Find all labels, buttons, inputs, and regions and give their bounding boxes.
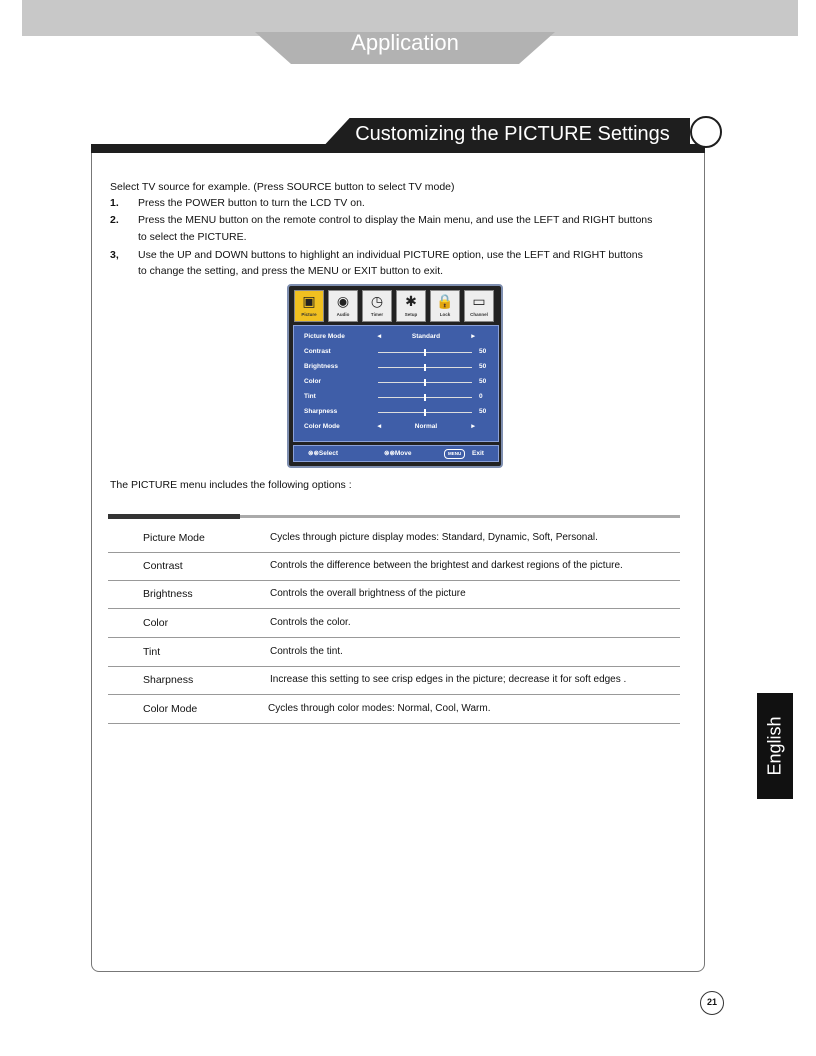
timer-tab bbox=[362, 290, 392, 322]
option-name: Color bbox=[143, 617, 169, 629]
language-label: English bbox=[764, 716, 785, 776]
osd-row-color-mode bbox=[304, 421, 490, 433]
osd-footer-select: ⊗⊗Select bbox=[308, 450, 339, 457]
option-name: Brightness bbox=[143, 588, 193, 600]
setup-tab bbox=[396, 290, 426, 322]
option-description: Controls the tint. bbox=[270, 646, 343, 657]
audio-tab bbox=[328, 290, 358, 322]
osd-slider-knob bbox=[424, 409, 426, 416]
step-number: 1. bbox=[110, 197, 119, 209]
osd-row-value: Normal bbox=[414, 423, 438, 430]
section-circle-ornament bbox=[690, 116, 722, 148]
channel-icon: ▭ bbox=[472, 293, 486, 309]
osd-footer bbox=[293, 445, 499, 462]
audio-icon: ◉ bbox=[336, 293, 350, 309]
osd-row-sharpness bbox=[304, 406, 490, 418]
osd-row-value: Standard bbox=[411, 333, 441, 340]
arrow-right-icon: ► bbox=[470, 333, 477, 340]
tv-picture-menu-screenshot bbox=[287, 284, 503, 468]
option-description: Controls the color. bbox=[270, 617, 351, 628]
lock-icon: 🔒 bbox=[436, 293, 454, 309]
timer-icon: ◷ bbox=[370, 293, 384, 309]
osd-row-value: 50 bbox=[479, 363, 487, 370]
step-number: 2. bbox=[110, 214, 119, 226]
option-name: Tint bbox=[143, 646, 161, 658]
table-row bbox=[108, 666, 680, 695]
step-text: to select the PICTURE. bbox=[138, 231, 247, 243]
osd-row-contrast bbox=[304, 346, 490, 358]
table-row bbox=[108, 638, 680, 667]
option-description: Controls the overall brightness of the picture bbox=[270, 588, 466, 599]
option-name: Sharpness bbox=[143, 674, 194, 686]
tab-label: Lock bbox=[439, 312, 451, 317]
table-rule-thick bbox=[108, 514, 240, 519]
arrow-left-icon: ◄ bbox=[376, 423, 383, 430]
osd-row-tint bbox=[304, 391, 490, 403]
osd-row-color bbox=[304, 376, 490, 388]
picture-icon: ▣ bbox=[302, 293, 316, 309]
osd-row-label: Tint bbox=[304, 393, 316, 400]
osd-slider-knob bbox=[424, 349, 426, 356]
table-row bbox=[108, 552, 680, 581]
table-row bbox=[108, 580, 680, 609]
table-row bbox=[108, 695, 680, 724]
option-description: Cycles through picture display modes: Standard, Dynamic, Soft, Personal. bbox=[270, 532, 598, 543]
arrow-right-icon: ► bbox=[470, 423, 477, 430]
step-text: Use the UP and DOWN buttons to highlight an individual PICTURE option, use the LEFT and RIGHT buttons bbox=[138, 249, 643, 261]
osd-footer-exit: Exit bbox=[472, 450, 484, 457]
tab-label: Audio bbox=[336, 312, 350, 317]
osd-slider-knob bbox=[424, 364, 426, 371]
page-title: Application bbox=[351, 30, 459, 55]
section-title: Customizing the PICTURE Settings bbox=[355, 123, 670, 145]
step-text: Press the POWER button to turn the LCD TV on. bbox=[138, 197, 365, 209]
channel-tab bbox=[464, 290, 494, 322]
setup-icon: ✱ bbox=[405, 293, 417, 309]
osd-slider-knob bbox=[424, 394, 426, 401]
instructions-intro: Select TV source for example. (Press SOURCE button to select TV mode) bbox=[110, 181, 455, 193]
page-number: 21 bbox=[700, 991, 724, 1015]
language-side-label bbox=[757, 693, 793, 799]
menu-key-icon: MENU bbox=[444, 449, 465, 459]
option-description: Controls the difference between the brightest and darkest regions of the picture. bbox=[270, 560, 623, 571]
tab-label: Setup bbox=[404, 312, 418, 317]
step-text: to change the setting, and press the MENU or EXIT button to exit. bbox=[138, 265, 444, 277]
osd-settings-panel bbox=[293, 325, 499, 442]
osd-row-label: Brightness bbox=[304, 363, 338, 370]
tab-label: Channel bbox=[470, 312, 488, 317]
table-row bbox=[108, 524, 680, 553]
step-text: Press the MENU button on the remote control to display the Main menu, and use the LEFT and RIGHT buttons bbox=[138, 214, 653, 226]
osd-row-brightness bbox=[304, 361, 490, 373]
table-row bbox=[108, 609, 680, 638]
arrow-left-icon: ◄ bbox=[376, 333, 383, 340]
option-description: Increase this setting to see crisp edges in the picture; decrease it for soft edges . bbox=[270, 674, 627, 685]
tab-label: Picture bbox=[301, 312, 317, 317]
osd-row-label: Contrast bbox=[304, 348, 331, 355]
osd-row-value: 0 bbox=[479, 393, 483, 400]
option-description: Cycles through color modes: Normal, Cool, Warm. bbox=[268, 703, 491, 714]
menu-intro-text: The PICTURE menu includes the following options : bbox=[110, 479, 352, 491]
option-name: Color Mode bbox=[143, 703, 198, 715]
lock-tab bbox=[430, 290, 460, 322]
osd-slider-knob bbox=[424, 379, 426, 386]
option-name: Picture Mode bbox=[143, 532, 205, 544]
step-number: 3, bbox=[110, 249, 119, 261]
osd-row-picture-mode bbox=[304, 331, 490, 343]
osd-row-label: Sharpness bbox=[304, 408, 338, 415]
picture-tab bbox=[294, 290, 324, 322]
osd-row-label: Color bbox=[304, 378, 321, 385]
table-rule-thin bbox=[240, 515, 680, 518]
option-name: Contrast bbox=[143, 560, 183, 572]
osd-footer-move: ⊗⊗Move bbox=[384, 450, 412, 457]
osd-row-value: 50 bbox=[479, 408, 487, 415]
osd-row-label: Color Mode bbox=[304, 423, 340, 430]
osd-row-value: 50 bbox=[479, 378, 487, 385]
tab-label: Timer bbox=[370, 312, 384, 317]
osd-row-label: Picture Mode bbox=[304, 333, 345, 340]
osd-row-value: 50 bbox=[479, 348, 487, 355]
